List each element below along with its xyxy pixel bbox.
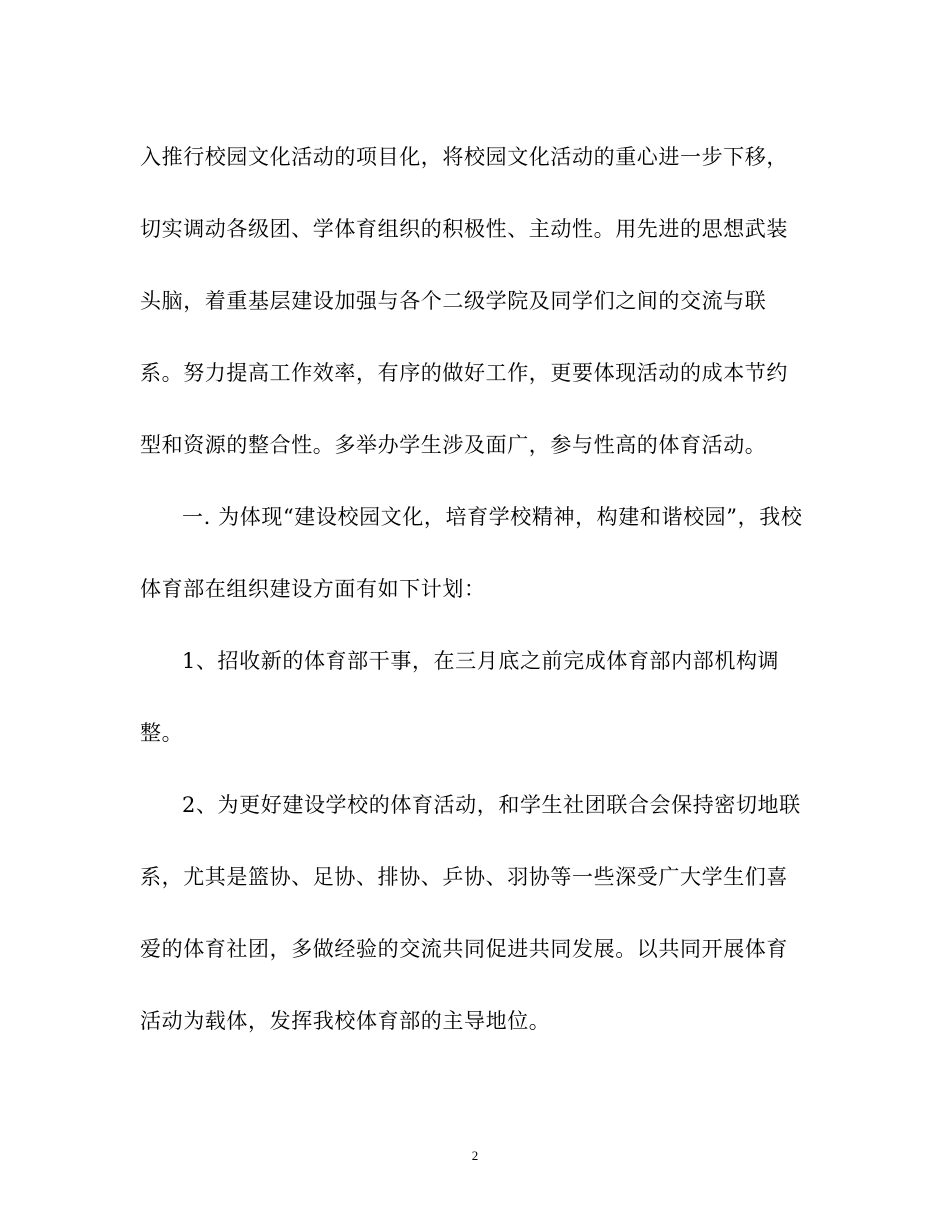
section-heading-line: 一. 为体现“建设校园文化，培育学校精神，构建和谐校园”，我校 <box>182 505 803 529</box>
list-item-line: 活动为载体，发挥我校体育部的主导地位。 <box>140 1009 551 1033</box>
list-item-line: 爱的体育社团，多做经验的交流共同促进共同发展。以共同开展体育 <box>140 937 788 961</box>
list-item-line: 1、招收新的体育部干事，在三月底之前完成体育部内部机构调 <box>182 649 780 673</box>
body-text-line: 型和资源的整合性。多举办学生涉及面广，参与性高的体育活动。 <box>140 433 767 457</box>
list-item-line: 整。 <box>140 721 184 745</box>
body-text-line: 切实调动各级团、学体育组织的积极性、主动性。用先进的思想武装 <box>140 217 788 241</box>
body-text-line: 入推行校园文化活动的项目化，将校园文化活动的重心进一步下移， <box>140 145 788 169</box>
section-heading-line: 体育部在组织建设方面有如下计划： <box>140 577 486 601</box>
list-item-line: 系，尤其是篮协、足协、排协、乒协、羽协等一些深受广大学生们喜 <box>140 865 788 889</box>
body-text-line: 头脑，着重基层建设加强与各个二级学院及同学们之间的交流与联 <box>140 289 767 313</box>
body-text-line: 系。努力提高工作效率，有序的做好工作，更要体现活动的成本节约 <box>140 361 788 385</box>
list-item-line: 2、为更好建设学校的体育活动，和学生社团联合会保持密切地联 <box>182 793 801 817</box>
page-number: 2 <box>471 1148 479 1163</box>
